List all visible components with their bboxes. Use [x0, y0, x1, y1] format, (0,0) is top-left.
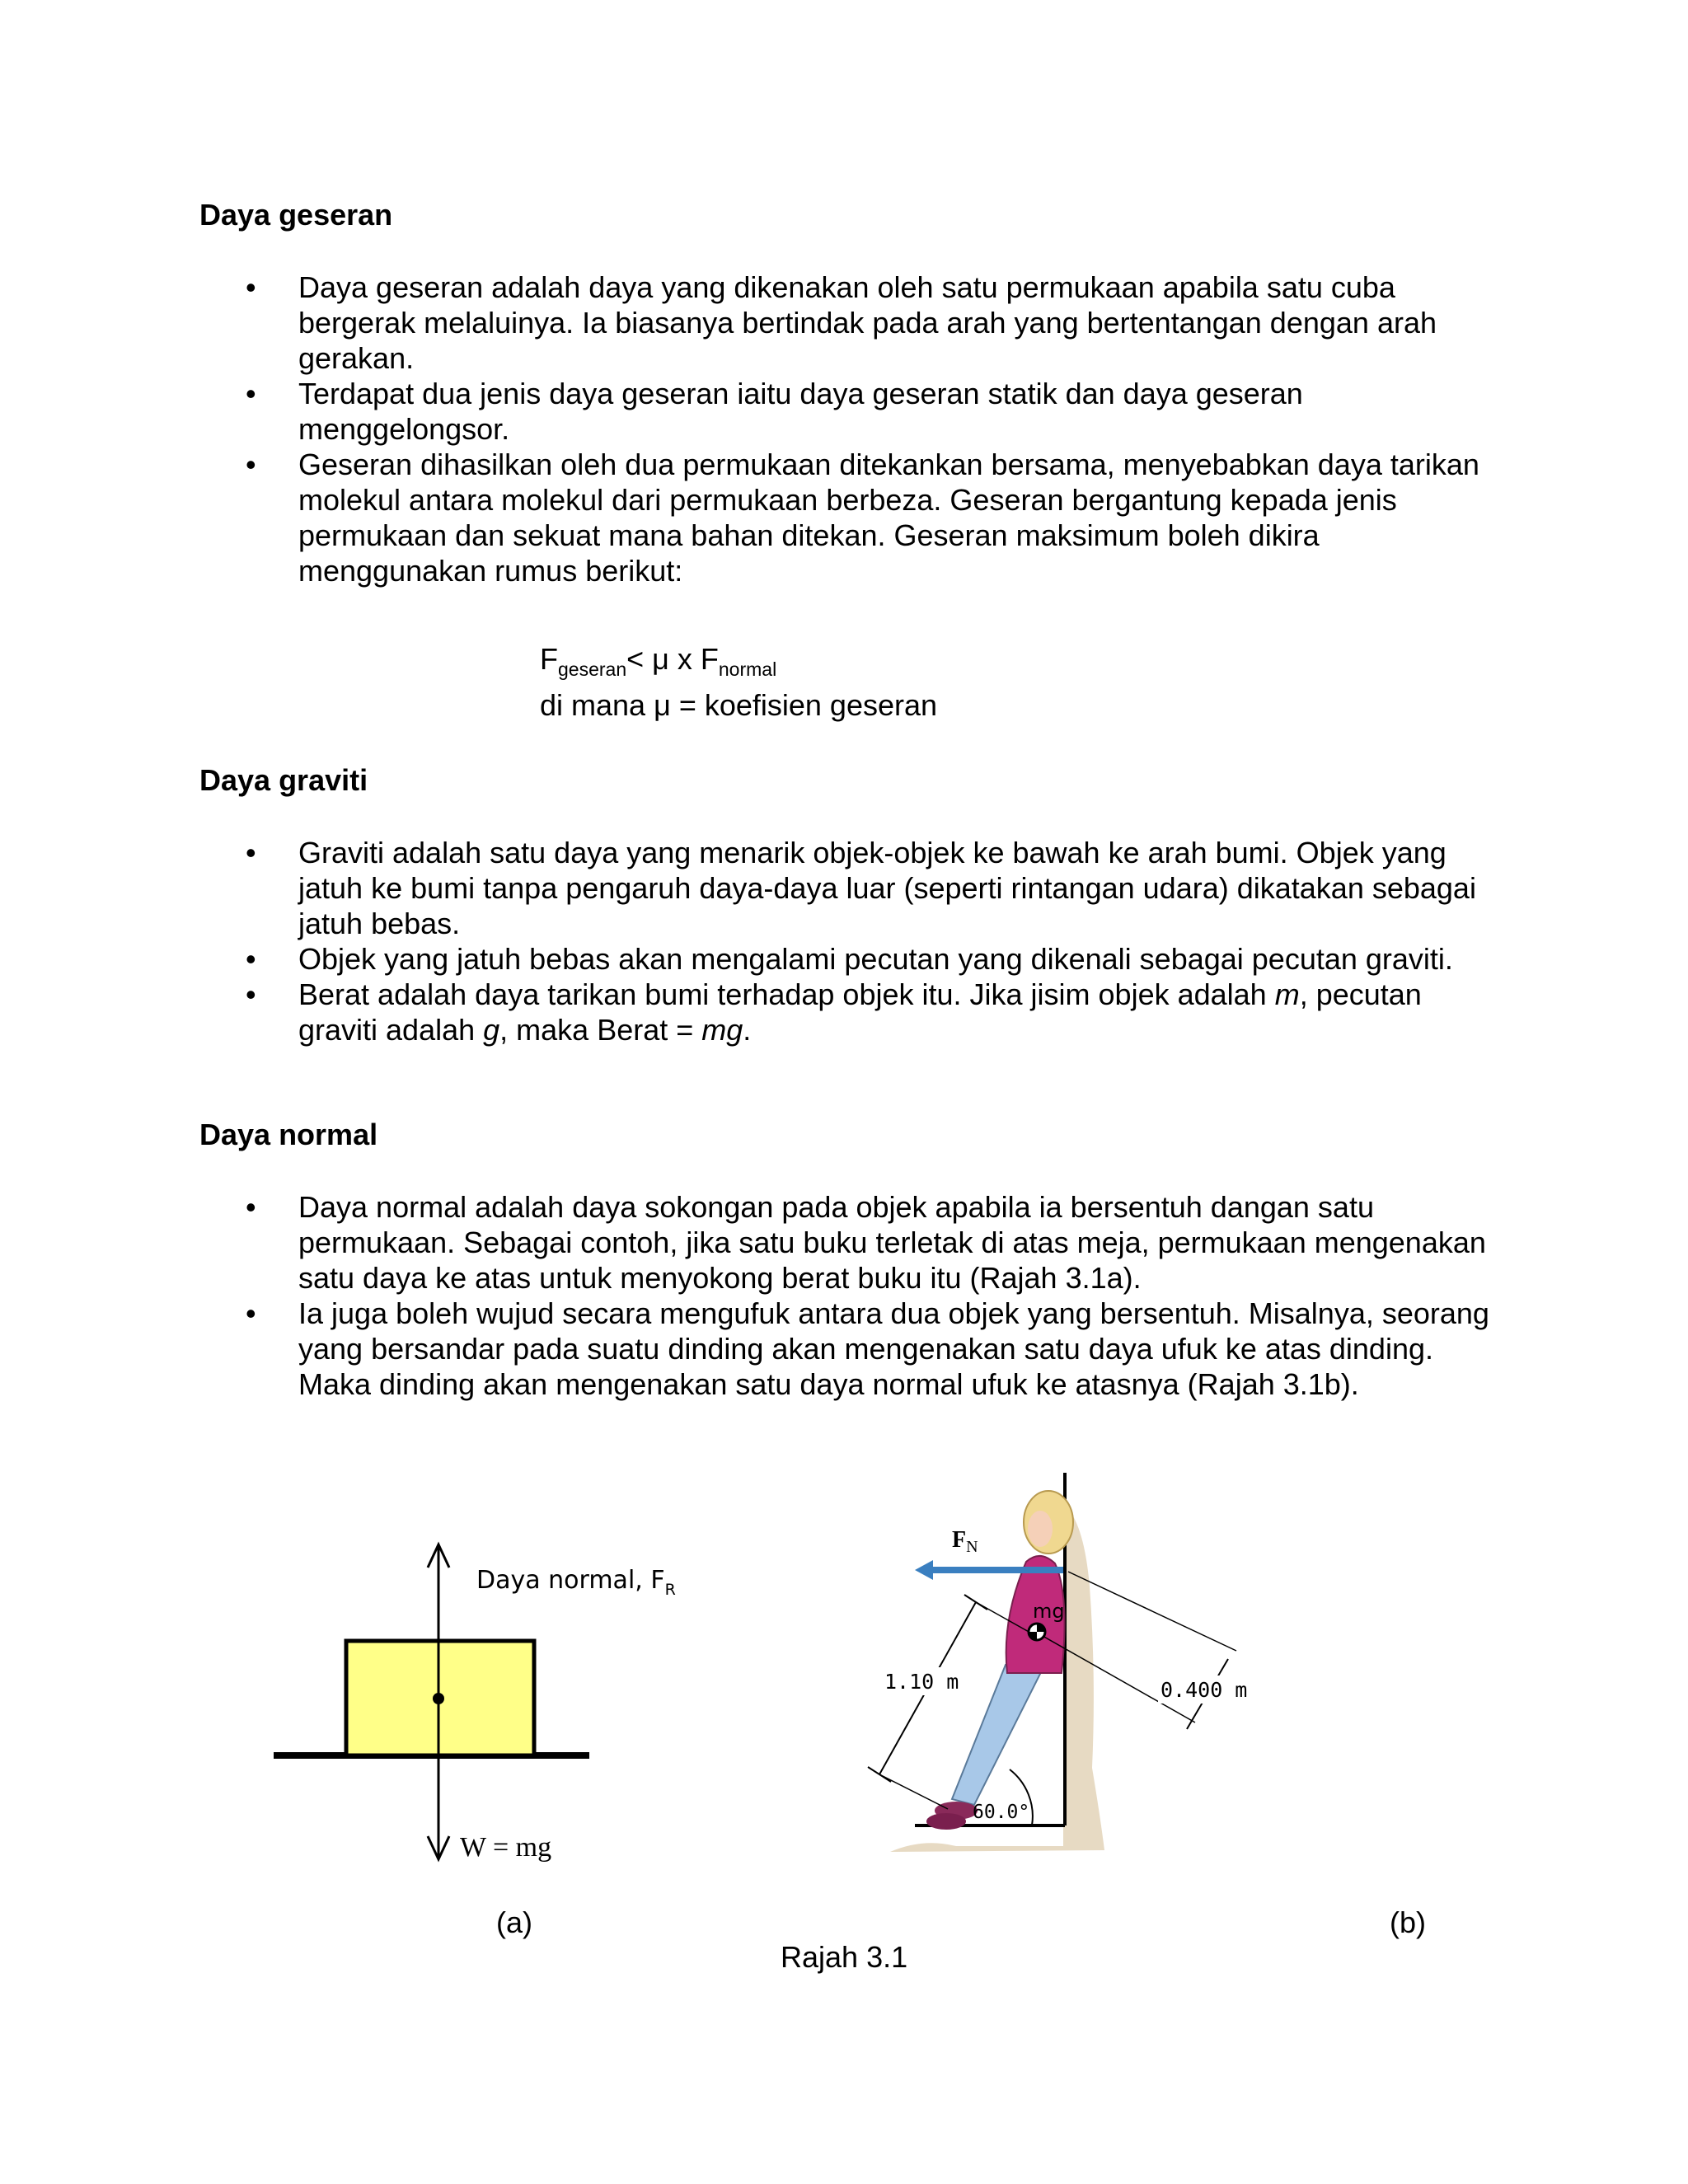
list-daya-geseran	[199, 269, 1502, 588]
center-of-mass-dot	[433, 1693, 444, 1704]
figure-b-caption: (b)	[1390, 1905, 1426, 1939]
normal-force-label: $F_N$	[952, 1527, 978, 1556]
list-item: • Berat adalah daya tarikan bumi terhadap objek itu. Jika jisim objek adalah m, pecutan graviti adalah g, maka Berat = mg.	[199, 977, 1502, 1047]
heading-daya-graviti: Daya graviti	[199, 763, 368, 797]
figure-a-caption: (a)	[496, 1905, 532, 1939]
length-extension	[879, 1774, 948, 1809]
weight-label: W = mg	[460, 1832, 552, 1863]
list-item: • Geseran dihasilkan oleh dua permukaan ditekankan bersama, menyebabkan daya tarikan molekul antara molekul dari permukaan berbeza. Geseran bergantung kepada jenis permukaan dan sekuat mana bahan ditekan. Geseran maksimum boleh dikira menggunakan rumus berikut:	[199, 447, 1502, 588]
face	[1028, 1511, 1053, 1547]
normal-force-arrowhead-icon	[915, 1560, 933, 1580]
list-item: • Terdapat dua jenis daya geseran iaitu daya geseran statik dan daya geseran menggelongsor.	[199, 376, 1502, 447]
distance-label: 0.400 m	[1160, 1678, 1248, 1702]
figure-caption: Rajah 3.1	[781, 1940, 908, 1974]
friction-formula	[540, 641, 937, 723]
length-label: 1.10 m	[884, 1670, 959, 1694]
list-item: • Ia juga boleh wujud secara mengufuk antara dua objek yang bersentuh. Misalnya, seorang yang bersandar pada suatu dinding akan mengenakan satu daya ufuk ke atas dinding. Maka dinding akan mengenakan satu daya normal ufuk ke atasnya (Rajah 3.1b).	[199, 1296, 1502, 1402]
list-item: • Daya geseran adalah daya yang dikenakan oleh satu permukaan apabila satu cuba bergerak melaluinya. Ia biasanya bertindak pada arah yang bertentangan dengan arah gerakan.	[199, 269, 1502, 376]
figure-a-block-diagram	[264, 1533, 692, 1879]
list-daya-graviti	[199, 835, 1502, 1047]
heading-daya-geseran: Daya geseran	[199, 198, 393, 232]
angle-label: 60.0°	[973, 1802, 1030, 1823]
distance-extension	[1068, 1572, 1236, 1651]
list-item: • Graviti adalah satu daya yang menarik objek-objek ke bawah ke arah bumi. Objek yang jatuh ke bumi tanpa pengaruh daya-daya luar (seperti rintangan udara) dikatakan sebagai jatuh bebas.	[199, 835, 1502, 941]
list-daya-normal	[199, 1189, 1502, 1402]
heading-daya-normal: Daya normal	[199, 1118, 378, 1151]
normal-force-label: Daya normal, $F_R$	[476, 1566, 676, 1599]
formula-line-1: $F_{geseran}< \mu$ x $F_{normal}$	[540, 642, 777, 680]
shoe	[926, 1813, 966, 1830]
figure-b-wall-diagram	[857, 1471, 1286, 1858]
mg-label: mg	[1033, 1600, 1065, 1623]
list-item: • Daya normal adalah daya sokongan pada objek apabila ia bersentuh dangan satu permukaan. Sebagai contoh, jika satu buku terletak di atas meja, permukaan mengenakan satu daya ke atas untuk menyokong berat buku itu (Rajah 3.1a).	[199, 1189, 1502, 1296]
formula-line-2: di mana μ = koefisien geseran	[540, 688, 938, 722]
list-item: • Objek yang jatuh bebas akan mengalami pecutan yang dikenali sebagai pecutan graviti.	[199, 941, 1502, 977]
